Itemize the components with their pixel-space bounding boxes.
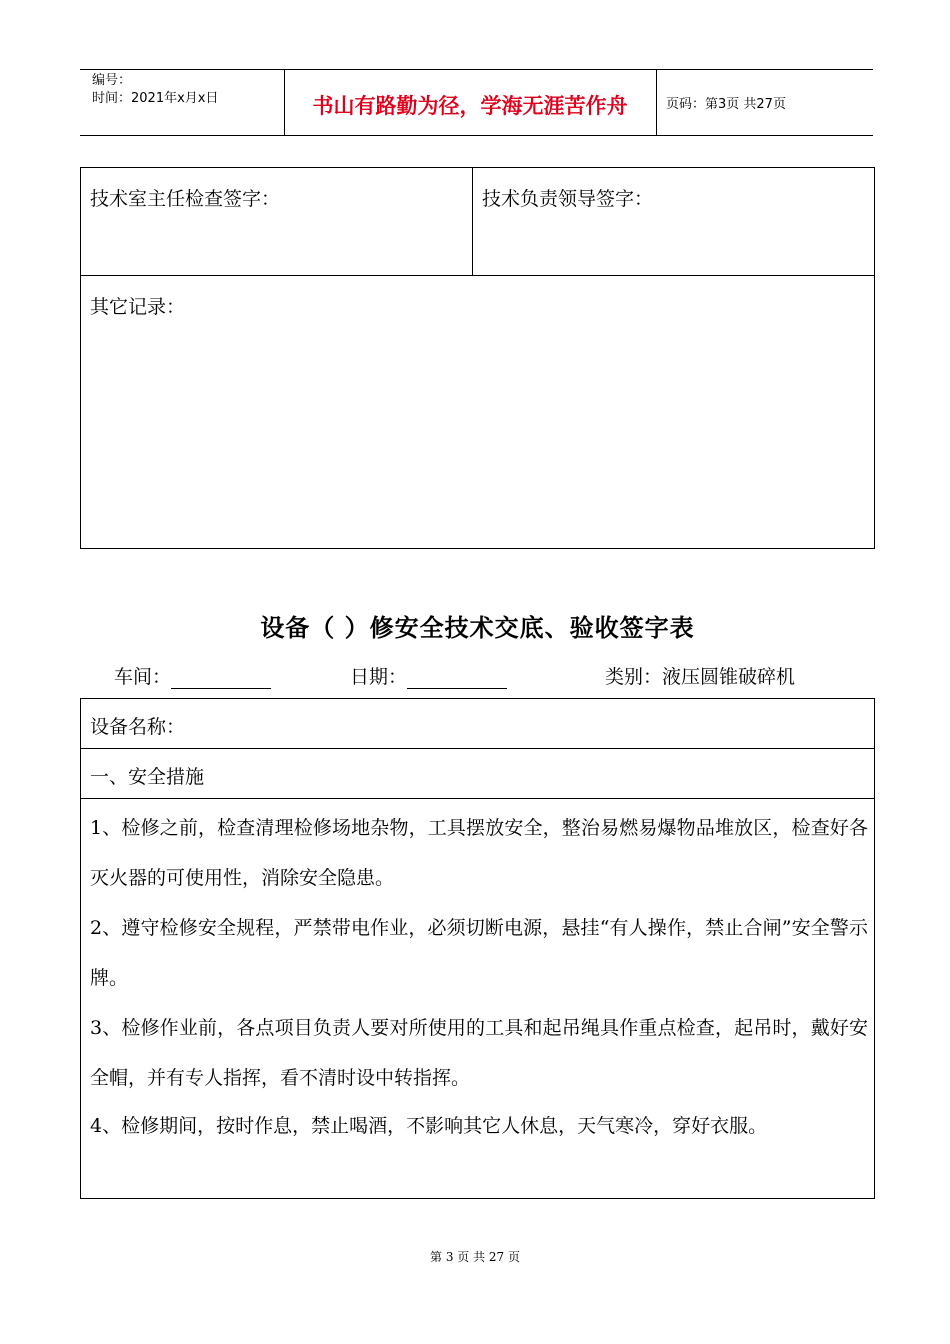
date-label: 日期： [350, 666, 408, 688]
safety-measure-3: 3、检修作业前，各点项目负责人要对所使用的工具和起吊绳具作重点检查，起吊时，戴好安全帽，并有专人指挥，看不清时设中转指挥。 [90, 1017, 868, 1089]
safety-measure-4: 4、检修期间，按时作息，禁止喝酒，不影响其它人休息，天气寒冷，穿好衣服。 [90, 1115, 768, 1137]
signature-table [80, 167, 875, 549]
header-left [92, 72, 218, 108]
workshop-blank[interactable] [171, 670, 271, 689]
header-number-label: 编号： [92, 73, 132, 88]
safety-measure-1: 1、检修之前，检查清理检修场地杂物，工具摆放安全，整治易燃易爆物品堆放区，检查好各灭火器的可使用性，消除安全隐患。 [90, 817, 868, 889]
category-label: 类别：液压圆锥破碎机 [605, 666, 796, 688]
header-bottom-rule [80, 135, 873, 136]
leader-sign-label: 技术负责领导签字： [482, 188, 654, 210]
signature-col-divider [472, 167, 473, 275]
director-sign-label: 技术室主任检查签字： [90, 188, 281, 210]
header-time-label: 时间：2021年x月x日 [92, 91, 219, 106]
workshop-label: 车间： [114, 666, 172, 688]
footer-page-number: 第 3 页 共 27 页 [430, 1250, 520, 1264]
form-title: 设备（ ）修安全技术交底、验收签字表 [260, 613, 695, 642]
header-motto: 书山有路勤为径，学海无涯苦作舟 [312, 94, 628, 118]
form-row-divider-1 [80, 748, 875, 749]
equipment-name-label: 设备名称： [90, 716, 186, 738]
section-title: 一、安全措施 [90, 766, 205, 788]
header-top-rule [80, 69, 873, 70]
signature-row-divider [80, 275, 875, 276]
header-divider-right [656, 69, 657, 135]
form-row-divider-2 [80, 798, 875, 799]
workshop-field [114, 662, 271, 689]
other-records-label: 其它记录： [90, 296, 186, 318]
safety-measure-2: 2、遵守检修安全规程，严禁带电作业，必须切断电源，悬挂“有人操作，禁止合闸”安全警示牌。 [90, 917, 868, 989]
date-blank[interactable] [407, 670, 507, 689]
date-field [350, 662, 507, 689]
header-page-code: 页码：第3页 共27页 [666, 97, 786, 112]
